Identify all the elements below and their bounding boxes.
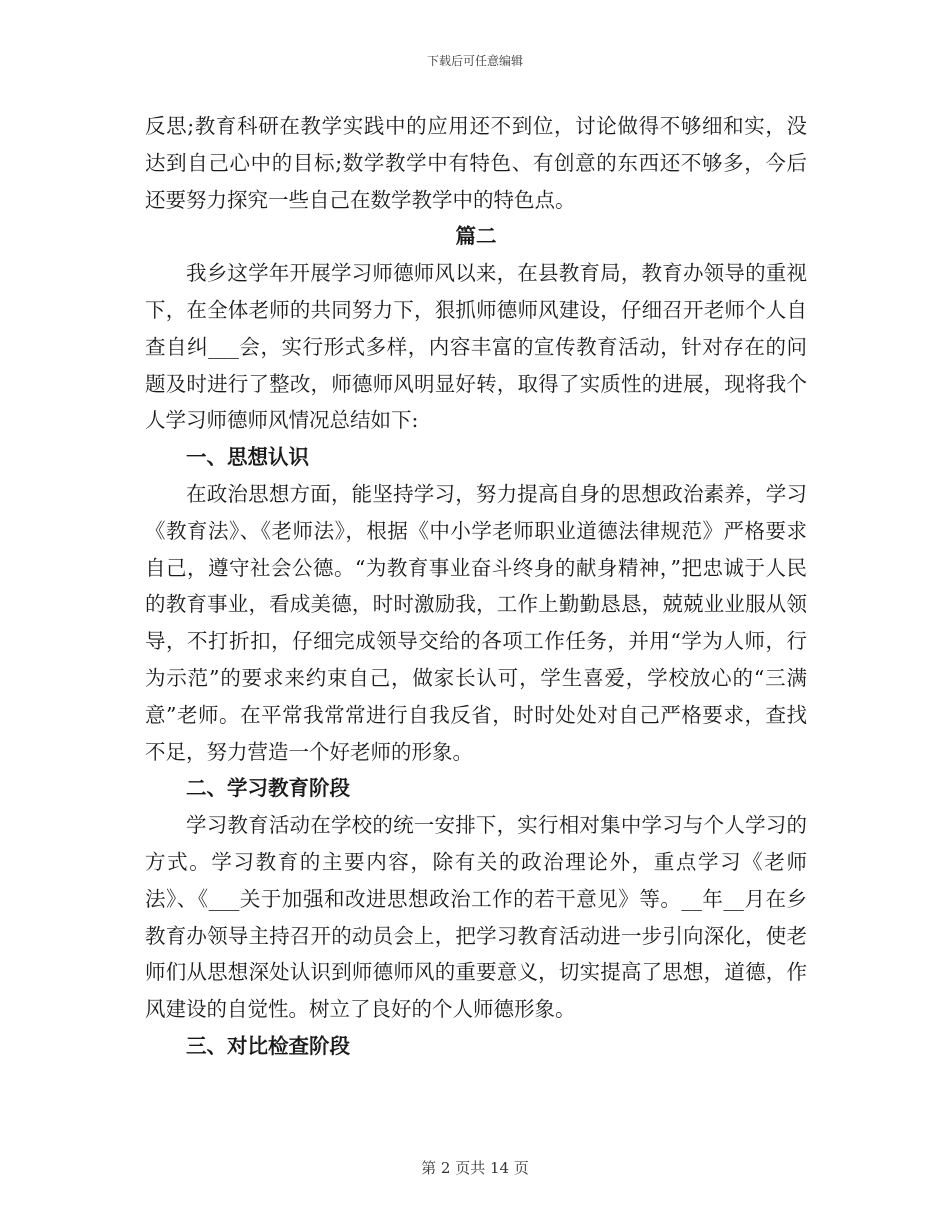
paragraph-4: 学习教育活动在学校的统一安排下，实行相对集中学习与个人学习的方式。学习教育的主要内容，除有关的政治理论外，重点学习《老师法》、《___关于加强和改进思想政治工作的若干意见》等。__年__月在乡教育办领导主持召开的动员会上，把学习教育活动进一步引向深化，使老师们从思想深处认识到师德师风的重要意义，切实提高了思想，道德，作风建设的自觉性。树立了良好的个人师德形象。 xyxy=(145,813,807,1022)
paragraph-3: 在政治思想方面，能坚持学习，努力提高自身的思想政治素养，学习《教育法》、《老师法》，根据《中小学老师职业道德法律规范》严格要求自己，遵守社会公德。“为教育事业奋斗终身的献身精神，”把忠诚于人民的教育事业，看成美德，时时激励我，工作上勤勤恳恳，兢兢业业服从领导，不打折扣，仔细完成领导交给的各项工作任务，并用“学为人师，行为示范”的要求来约束自己，做家长认可，学生喜爱，学校放心的“三满意”老师。在平常我常常进行自我反省，时时处处对自己严格要求，查找不足，努力营造一个好老师的形象。 xyxy=(145,481,807,764)
heading-3: 三、对比检查阶段 xyxy=(186,1033,350,1058)
page-header: 下载后可任意编辑 xyxy=(426,54,523,68)
paragraph-2: 我乡这学年开展学习师德师风以来，在县教育局，教育办领导的重视下，在全体老师的共同努力下，狠抓师德师风建设，仔细召开老师个人自查自纠___会，实行形式多样，内容丰富的宣传教育活动，针对存在的问题及时进行了整改，师德师风明显好转，取得了实质性的进展，现将我个人学习师德师风情况总结如下: xyxy=(145,261,807,433)
heading-2: 二、学习教育阶段 xyxy=(186,776,350,801)
document-body xyxy=(145,108,807,1065)
heading-1: 一、思想认识 xyxy=(186,445,309,470)
page-footer: 第 2 页共 14 页 xyxy=(421,1159,529,1177)
section-title: 篇二 xyxy=(455,224,497,249)
paragraph-1: 反思;教育科研在教学实践中的应用还不到位，讨论做得不够细和实，没达到自己心中的目标;数学教学中有特色、有创意的东西还不够多，今后还要努力探究一些自己在数学教学中的特色点。 xyxy=(145,114,807,212)
